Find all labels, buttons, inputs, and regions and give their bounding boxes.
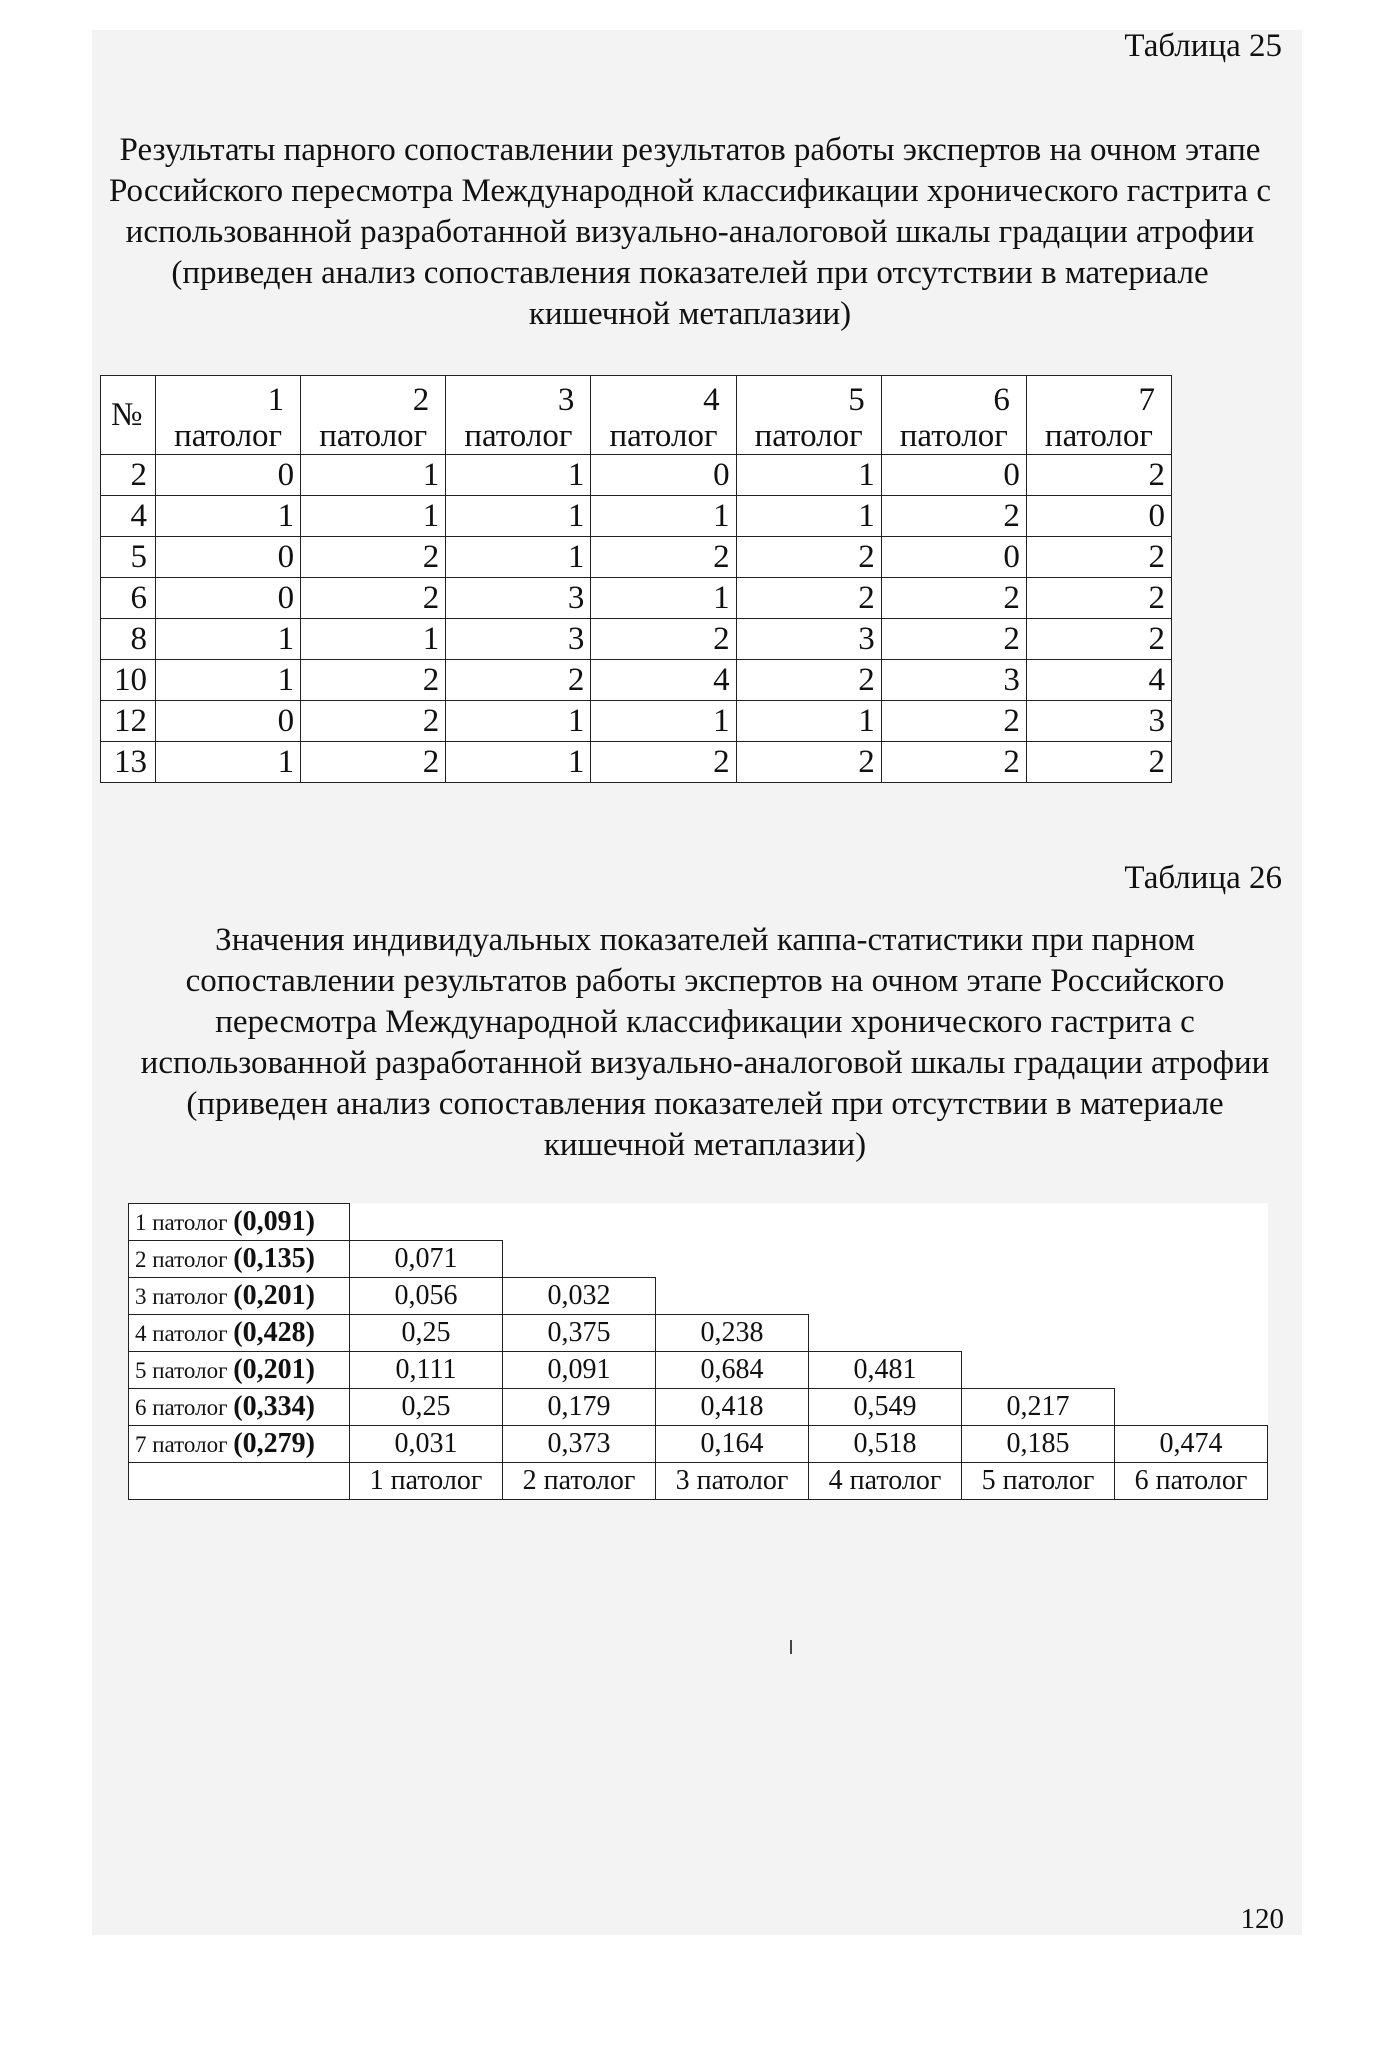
footer-column-label: 5 патолог	[962, 1463, 1115, 1500]
table-25-body	[101, 455, 1172, 783]
table-cell: 2	[881, 578, 1026, 619]
table-cell: 3	[1026, 701, 1171, 742]
table-cell: 0	[881, 455, 1026, 496]
table-cell: 0,091	[503, 1352, 656, 1389]
table-cell: 0,25	[350, 1315, 503, 1352]
empty-cell	[1115, 1352, 1268, 1389]
footer-column-label: 1 патолог	[350, 1463, 503, 1500]
empty-cell	[962, 1204, 1115, 1241]
table-cell: 0,373	[503, 1426, 656, 1463]
empty-cell	[503, 1204, 656, 1241]
table-26-caption: Значения индивидуальных показателей каппа-статистики при парном сопоставлении результатов работы экспертов на очном этапе Российского пересмотра Международной классификации хронического гастрита с использованной разработанной визуально-аналоговой шкалы градации атрофии (приведен анализ сопоставления показателей при отсутствии в материале кишечной метаплазии)	[140, 922, 1270, 1163]
table-cell: 2	[736, 660, 881, 701]
empty-cell	[656, 1278, 809, 1315]
column-number: 3	[557, 382, 575, 418]
table-cell: 0,518	[809, 1426, 962, 1463]
table-cell: 1	[156, 660, 301, 701]
row-number: 4	[101, 496, 156, 537]
row-kappa: (0,428)	[233, 1316, 315, 1348]
row-number: 2	[101, 455, 156, 496]
table-cell: 0,418	[656, 1389, 809, 1426]
table-cell: 2	[881, 496, 1026, 537]
table-cell: 1	[736, 701, 881, 742]
row-label-text: 2 патолог	[135, 1246, 234, 1272]
empty-cell	[809, 1278, 962, 1315]
table-25	[100, 375, 1172, 783]
scan-artifact	[790, 1640, 792, 1654]
table-cell: 0,549	[809, 1389, 962, 1426]
row-label-text: 1 патолог	[135, 1209, 234, 1235]
footer-column-label: 6 патолог	[1115, 1463, 1268, 1500]
table-row	[129, 1241, 1268, 1278]
empty-cell	[656, 1241, 809, 1278]
table-cell: 2	[1026, 455, 1171, 496]
row-label-text: 7 патолог	[135, 1431, 234, 1457]
table-25-header-row	[101, 376, 1172, 455]
table-cell: 0,217	[962, 1389, 1115, 1426]
table-cell: 0	[1026, 496, 1171, 537]
table-cell: 0,179	[503, 1389, 656, 1426]
table-row	[129, 1315, 1268, 1352]
table-cell: 1	[736, 496, 881, 537]
table-cell: 0,375	[503, 1315, 656, 1352]
table-cell: 2	[881, 742, 1026, 783]
empty-cell	[1115, 1241, 1268, 1278]
table-cell: 2	[446, 660, 591, 701]
column-header-pathologist	[1026, 376, 1171, 455]
row-label	[129, 1352, 350, 1389]
column-header-pathologist	[446, 376, 591, 455]
table-row	[101, 496, 1172, 537]
empty-cell	[962, 1315, 1115, 1352]
table-cell: 0	[156, 701, 301, 742]
row-label	[129, 1241, 350, 1278]
column-number: 7	[1138, 382, 1155, 418]
table-cell: 2	[591, 619, 736, 660]
table-cell: 2	[881, 619, 1026, 660]
column-header-pathologist	[881, 376, 1026, 455]
table-row	[129, 1426, 1268, 1463]
empty-cell	[962, 1278, 1115, 1315]
table-row	[129, 1389, 1268, 1426]
empty-cell	[350, 1204, 503, 1241]
table-row	[129, 1204, 1268, 1241]
row-number: 13	[101, 742, 156, 783]
table-26	[128, 1203, 1268, 1500]
table-cell: 4	[591, 660, 736, 701]
table-cell: 1	[156, 619, 301, 660]
table-cell: 2	[1026, 742, 1171, 783]
table-cell: 0,071	[350, 1241, 503, 1278]
table-cell: 1	[301, 619, 446, 660]
table-cell: 1	[736, 455, 881, 496]
column-number: 1	[267, 382, 285, 418]
table-cell: 1	[591, 701, 736, 742]
table-26-body	[129, 1204, 1268, 1500]
table-footer-row	[129, 1463, 1268, 1500]
row-label	[129, 1278, 350, 1315]
row-number: 8	[101, 619, 156, 660]
empty-cell	[1115, 1278, 1268, 1315]
row-number: 12	[101, 701, 156, 742]
table-cell: 0,056	[350, 1278, 503, 1315]
table-cell: 1	[156, 742, 301, 783]
row-label	[129, 1204, 350, 1241]
row-kappa: (0,091)	[233, 1205, 315, 1237]
table-cell: 2	[736, 578, 881, 619]
empty-cell	[656, 1204, 809, 1241]
table-row	[101, 660, 1172, 701]
table-cell: 1	[301, 455, 446, 496]
column-header-pathologist	[301, 376, 446, 455]
table-cell: 3	[881, 660, 1026, 701]
row-label	[129, 1315, 350, 1352]
table-cell: 2	[1026, 619, 1171, 660]
table-cell: 3	[446, 619, 591, 660]
table-cell: 0	[881, 537, 1026, 578]
table-cell: 0,032	[503, 1278, 656, 1315]
row-label-text: 6 патолог	[135, 1394, 234, 1420]
table-cell: 0,684	[656, 1352, 809, 1389]
row-kappa: (0,201)	[233, 1279, 315, 1311]
table-cell: 1	[156, 496, 301, 537]
table-cell: 1	[591, 578, 736, 619]
row-number: 10	[101, 660, 156, 701]
row-label-text: 5 патолог	[135, 1357, 234, 1383]
table-cell: 1	[446, 455, 591, 496]
table-cell: 2	[736, 742, 881, 783]
table-cell: 0	[591, 455, 736, 496]
table-25-caption: Результаты парного сопоставлении результатов работы экспертов на очном этапе Российского пересмотра Международной классификации хронического гастрита с использованной разработанной визуально-аналоговой шкалы градации атрофии (приведен анализ сопоставления показателей при отсутствии в материале кишечной метаплазии)	[109, 132, 1271, 332]
row-kappa: (0,201)	[233, 1353, 315, 1385]
table-row	[101, 537, 1172, 578]
footer-column-label: 2 патолог	[503, 1463, 656, 1500]
table-row	[101, 455, 1172, 496]
table-row	[129, 1352, 1268, 1389]
table-cell: 2	[881, 701, 1026, 742]
table-cell: 1	[446, 537, 591, 578]
table-row	[101, 619, 1172, 660]
column-word: патолог	[754, 418, 863, 454]
table-cell: 1	[446, 742, 591, 783]
empty-cell	[809, 1315, 962, 1352]
table-cell: 0,164	[656, 1426, 809, 1463]
table-row	[129, 1278, 1268, 1315]
column-word: патолог	[464, 418, 573, 454]
table-cell: 2	[301, 578, 446, 619]
table-cell: 0	[156, 455, 301, 496]
table-cell: 0	[156, 537, 301, 578]
column-number: 6	[993, 382, 1010, 418]
table-cell: 2	[301, 537, 446, 578]
column-word: патолог	[609, 418, 718, 454]
table-26-label: Таблица 26	[1124, 860, 1282, 896]
table-cell: 0,474	[1115, 1426, 1268, 1463]
column-header-pathologist	[591, 376, 736, 455]
table-cell: 0,185	[962, 1426, 1115, 1463]
row-label	[129, 1426, 350, 1463]
empty-cell	[503, 1241, 656, 1278]
footer-column-label: 3 патолог	[656, 1463, 809, 1500]
table-cell: 2	[591, 537, 736, 578]
row-label	[129, 1389, 350, 1426]
table-cell: 1	[301, 496, 446, 537]
table-cell: 2	[591, 742, 736, 783]
table-row	[101, 742, 1172, 783]
table-cell: 0,481	[809, 1352, 962, 1389]
column-word: патолог	[899, 418, 1008, 454]
table-cell: 0,25	[350, 1389, 503, 1426]
table-cell: 0,031	[350, 1426, 503, 1463]
row-number: 6	[101, 578, 156, 619]
row-kappa: (0,334)	[233, 1390, 315, 1422]
table-cell: 3	[446, 578, 591, 619]
column-number: 4	[703, 382, 720, 418]
empty-cell	[1115, 1204, 1268, 1241]
column-header-pathologist	[156, 376, 301, 455]
table-25-label: Таблица 25	[1124, 28, 1282, 64]
column-header-pathologist	[736, 376, 881, 455]
column-word: патолог	[174, 418, 283, 454]
table-row	[101, 701, 1172, 742]
table-cell: 2	[736, 537, 881, 578]
table-cell: 2	[301, 701, 446, 742]
table-cell: 1	[446, 701, 591, 742]
table-cell: 1	[591, 496, 736, 537]
column-header-number: №	[101, 376, 156, 455]
row-label-text: 4 патолог	[135, 1320, 234, 1346]
empty-cell	[809, 1204, 962, 1241]
table-cell: 2	[301, 660, 446, 701]
column-number: 5	[848, 382, 865, 418]
empty-cell	[1115, 1315, 1268, 1352]
table-cell: 3	[736, 619, 881, 660]
row-label-text: 3 патолог	[135, 1283, 234, 1309]
column-word: патолог	[319, 418, 428, 454]
table-cell: 2	[301, 742, 446, 783]
footer-column-label: 4 патолог	[809, 1463, 962, 1500]
table-cell: 4	[1026, 660, 1171, 701]
table-row	[101, 578, 1172, 619]
row-kappa: (0,279)	[233, 1427, 315, 1459]
table-cell: 0,238	[656, 1315, 809, 1352]
table-cell: 2	[1026, 537, 1171, 578]
table-cell: 2	[1026, 578, 1171, 619]
table-cell: 0	[156, 578, 301, 619]
column-word: патолог	[1044, 418, 1153, 454]
page-number: 120	[1240, 1903, 1284, 1935]
empty-cell	[962, 1241, 1115, 1278]
row-number: 5	[101, 537, 156, 578]
empty-cell	[1115, 1389, 1268, 1426]
row-kappa: (0,135)	[233, 1242, 315, 1274]
footer-blank-cell	[129, 1463, 350, 1500]
table-cell: 0,111	[350, 1352, 503, 1389]
empty-cell	[962, 1352, 1115, 1389]
column-number: 2	[412, 382, 430, 418]
table-cell: 1	[446, 496, 591, 537]
empty-cell	[809, 1241, 962, 1278]
